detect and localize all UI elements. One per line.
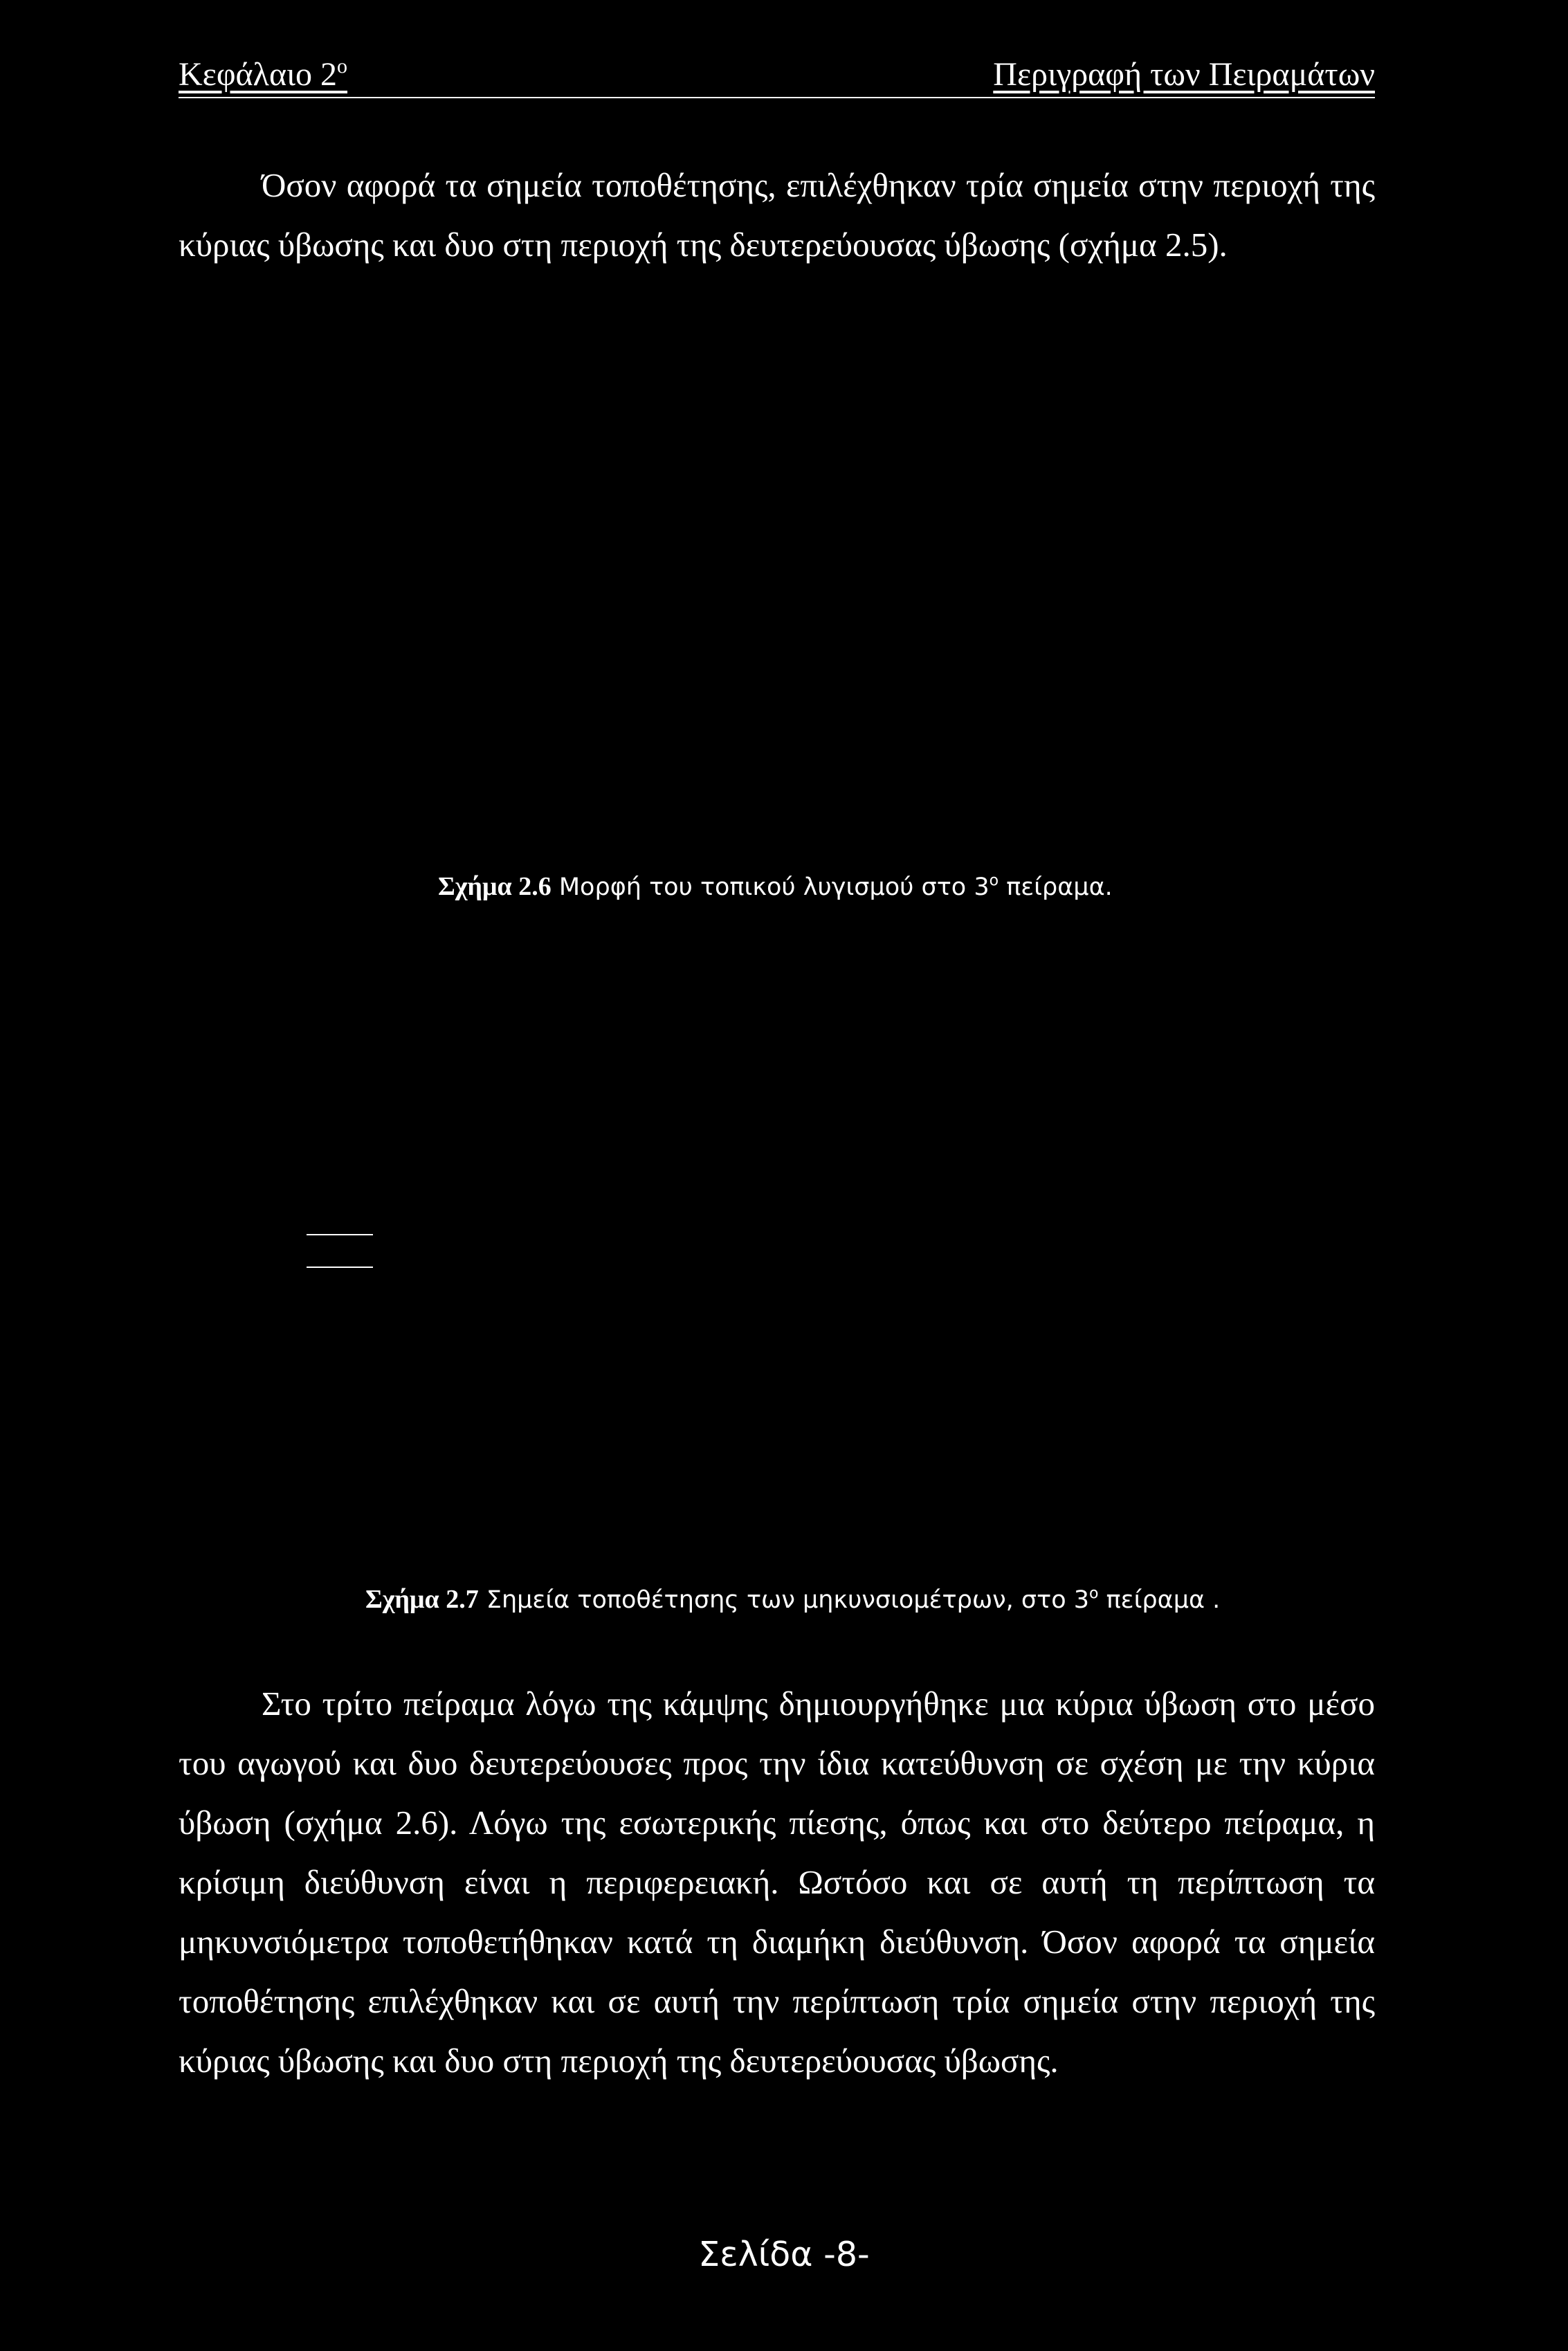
figure-2-7-sup: ο bbox=[1089, 1585, 1099, 1602]
figure-2-7-image bbox=[179, 948, 1375, 1557]
figure-2-7-text-end: πείραμα . bbox=[1098, 1586, 1221, 1614]
page-number: Σελίδα -8- bbox=[698, 2235, 870, 2274]
figure-2-7-caption bbox=[365, 1584, 1220, 1615]
section-heading: Περιγραφή των Πειραμάτων bbox=[993, 56, 1375, 93]
figure-2-6-label: Σχήμα 2.6 bbox=[438, 872, 551, 901]
chapter-title: Κεφάλαιο 2 bbox=[179, 56, 338, 93]
paragraph-intro: Όσον αφορά τα σημεία τοποθέτησης, επιλέχθηκαν τρία σημεία στην περιοχή της κύριας ύβωσης και δυο στη περιοχή της δευτερεύουσας ύβωσης (σχήμα 2.5). bbox=[179, 166, 1375, 264]
figure-2-6-sup: ο bbox=[989, 872, 999, 889]
paragraph-third-experiment: Στο τρίτο πείραμα λόγω της κάμψης δημιουργήθηκε μια κύρια ύβωση στο μέσο του αγωγού και δυο δευτερεύουσες προς την ίδια κατεύθυνση σε σχέση με την κύρια ύβωση (σχήμα 2.6). Λόγω της εσωτερικής πίεσης, όπως και στο δεύτερο πείραμα, η κρίσιμη διεύθυνση είναι η περιφερειακή. Ωστόσο και σε αυτή τη περίπτωση τα μηκυνσιόμετρα τοποθετήθηκαν κατά τη διαμήκη διεύθυνση. Όσον αφορά τα σημεία τοποθέτησης επιλέχθηκαν και σε αυτή την περίπτωση τρία σημεία στην περιοχή της κύριας ύβωσης και δυο στη περιοχή της δευτερεύουσας ύβωσης. bbox=[179, 1685, 1375, 2080]
chapter-heading bbox=[179, 55, 347, 94]
figure-2-6-image bbox=[179, 298, 1375, 851]
figure-2-7-label: Σχήμα 2.7 bbox=[365, 1585, 479, 1614]
chapter-superscript: ο bbox=[337, 55, 348, 78]
strain-gauge-mark bbox=[307, 1267, 373, 1268]
figure-2-6-text: Μορφή του τοπικού λυγισμού στο 3 bbox=[551, 873, 990, 901]
header-rule bbox=[179, 97, 1375, 98]
figure-2-7-text: Σημεία τοποθέτησης των μηκυνσιομέτρων, στο 3 bbox=[478, 1586, 1089, 1614]
figure-2-6-text-end: πείραμα. bbox=[999, 873, 1113, 901]
figure-2-6-caption bbox=[438, 871, 1113, 902]
strain-gauge-mark bbox=[307, 1234, 373, 1235]
